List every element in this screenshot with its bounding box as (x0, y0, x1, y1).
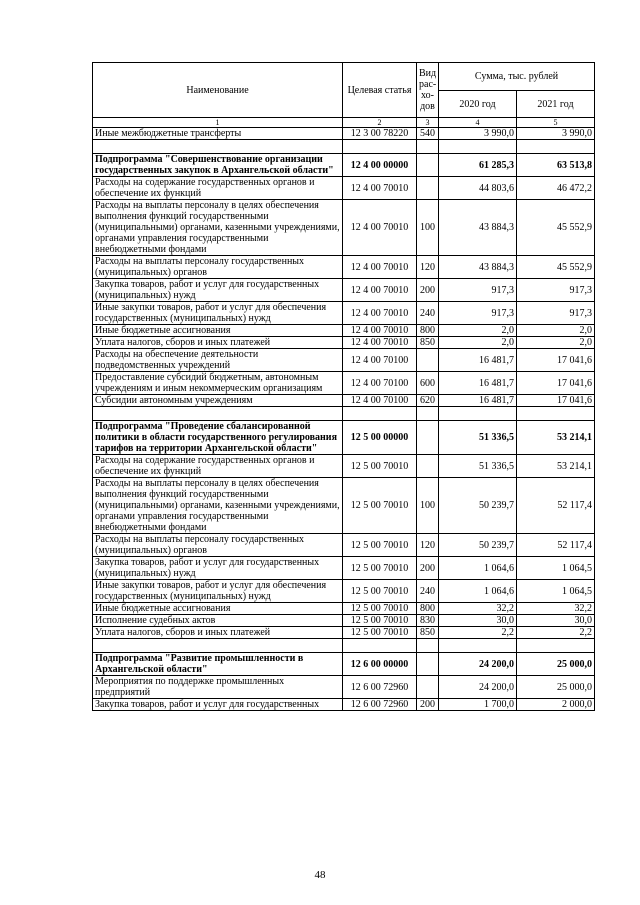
row-sum-2020: 1 700,0 (439, 699, 517, 711)
row-vid (417, 676, 439, 699)
spacer-row (93, 140, 595, 154)
row-sum-2020: 16 481,7 (439, 349, 517, 372)
row-vid (417, 349, 439, 372)
row-vid: 200 (417, 699, 439, 711)
row-name: Расходы на выплаты персоналу государственных (муниципальных) органов (93, 534, 343, 557)
spacer-cell (93, 639, 343, 653)
row-code: 12 4 00 70100 (343, 395, 417, 407)
table-row (93, 534, 595, 557)
row-sum-2020: 30,0 (439, 615, 517, 627)
row-sum-2021: 17 041,6 (517, 395, 595, 407)
row-sum-2021: 1 064,5 (517, 580, 595, 603)
spacer-cell (417, 639, 439, 653)
row-sum-2021: 52 117,4 (517, 478, 595, 534)
table-row (93, 603, 595, 615)
row-code: 12 5 00 70010 (343, 455, 417, 478)
row-code: 12 4 00 70100 (343, 349, 417, 372)
row-name: Подпрограмма "Совершенствование организации государственных закупок в Архангельской области" (93, 154, 343, 177)
row-code: 12 4 00 70100 (343, 372, 417, 395)
row-name: Закупка товаров, работ и услуг для государственных (муниципальных) нужд (93, 279, 343, 302)
row-vid: 200 (417, 557, 439, 580)
table-row (93, 580, 595, 603)
table-row (93, 200, 595, 256)
row-name: Закупка товаров, работ и услуг для государственных (муниципальных) нужд (93, 557, 343, 580)
spacer-cell (439, 639, 517, 653)
row-sum-2020: 2,0 (439, 337, 517, 349)
table-row (93, 676, 595, 699)
row-sum-2020: 24 200,0 (439, 676, 517, 699)
row-code: 12 4 00 70010 (343, 177, 417, 200)
row-sum-2021: 1 064,5 (517, 557, 595, 580)
row-sum-2021: 45 552,9 (517, 200, 595, 256)
row-sum-2021: 45 552,9 (517, 256, 595, 279)
header-vid (417, 63, 439, 118)
row-name: Расходы на содержание государственных органов и обеспечение их функций (93, 455, 343, 478)
row-code: 12 5 00 70010 (343, 478, 417, 534)
row-name: Предоставление субсидий бюджетным, автономным учреждениям и иным некоммерческим организациям (93, 372, 343, 395)
row-sum-2021: 2,2 (517, 627, 595, 639)
header-code: Целевая статья (343, 63, 417, 118)
spacer-cell (93, 407, 343, 421)
row-vid (417, 177, 439, 200)
spacer-cell (517, 140, 595, 154)
table-row (93, 627, 595, 639)
subprogram-row (93, 653, 595, 676)
row-sum-2020: 2,0 (439, 325, 517, 337)
row-sum-2020: 24 200,0 (439, 653, 517, 676)
row-code: 12 4 00 00000 (343, 154, 417, 177)
subprogram-row (93, 421, 595, 455)
row-code: 12 5 00 70010 (343, 615, 417, 627)
row-code: 12 6 00 72960 (343, 676, 417, 699)
row-sum-2020: 2,2 (439, 627, 517, 639)
row-sum-2020: 61 285,3 (439, 154, 517, 177)
spacer-cell (417, 407, 439, 421)
row-vid: 120 (417, 256, 439, 279)
row-vid: 540 (417, 128, 439, 140)
header-name: Наименование (93, 63, 343, 118)
header-vid-line: хо- (421, 90, 434, 101)
row-sum-2020: 16 481,7 (439, 395, 517, 407)
row-code: 12 4 00 70010 (343, 325, 417, 337)
row-code: 12 4 00 70010 (343, 279, 417, 302)
row-sum-2021: 917,3 (517, 279, 595, 302)
row-sum-2021: 2 000,0 (517, 699, 595, 711)
row-sum-2021: 2,0 (517, 325, 595, 337)
table-row (93, 256, 595, 279)
row-vid: 240 (417, 580, 439, 603)
row-vid: 800 (417, 603, 439, 615)
row-code: 12 6 00 00000 (343, 653, 417, 676)
row-name: Расходы на обеспечение деятельности подведомственных учреждений (93, 349, 343, 372)
spacer-cell (517, 639, 595, 653)
row-code: 12 6 00 72960 (343, 699, 417, 711)
row-vid: 100 (417, 200, 439, 256)
row-sum-2020: 917,3 (439, 279, 517, 302)
table-row (93, 699, 595, 711)
row-sum-2020: 51 336,5 (439, 455, 517, 478)
row-name: Расходы на выплаты персоналу в целях обеспечения выполнения функций государственными (муниципальными) органами, казенными учреждениями, органами управления государственными внебюджетными фондами (93, 478, 343, 534)
header-year-2021: 2021 год (517, 91, 595, 118)
spacer-cell (343, 407, 417, 421)
row-name: Расходы на содержание государственных органов и обеспечение их функций (93, 177, 343, 200)
row-sum-2020: 50 239,7 (439, 478, 517, 534)
table-row (93, 478, 595, 534)
row-vid: 200 (417, 279, 439, 302)
row-vid (417, 154, 439, 177)
row-vid (417, 421, 439, 455)
row-code: 12 4 00 70010 (343, 200, 417, 256)
row-sum-2021: 30,0 (517, 615, 595, 627)
row-name: Иные бюджетные ассигнования (93, 603, 343, 615)
row-sum-2020: 3 990,0 (439, 128, 517, 140)
row-sum-2020: 43 884,3 (439, 256, 517, 279)
row-name: Субсидии автономным учреждениям (93, 395, 343, 407)
row-sum-2020: 16 481,7 (439, 372, 517, 395)
row-vid: 120 (417, 534, 439, 557)
row-sum-2021: 17 041,6 (517, 372, 595, 395)
spacer-row (93, 639, 595, 653)
column-number: 5 (517, 118, 595, 128)
row-name: Подпрограмма "Проведение сбалансированной политики в области государственного регулирования тарифов на территории Архангельской области" (93, 421, 343, 455)
row-sum-2020: 44 803,6 (439, 177, 517, 200)
table-row (93, 615, 595, 627)
row-name: Подпрограмма "Развитие промышленности в Архангельской области" (93, 653, 343, 676)
row-sum-2021: 3 990,0 (517, 128, 595, 140)
table-row (93, 455, 595, 478)
row-sum-2021: 46 472,2 (517, 177, 595, 200)
row-vid: 830 (417, 615, 439, 627)
row-sum-2021: 53 214,1 (517, 421, 595, 455)
page-number: 48 (314, 869, 326, 881)
row-code: 12 4 00 70010 (343, 302, 417, 325)
spacer-cell (93, 140, 343, 154)
subprogram-row (93, 154, 595, 177)
row-vid: 100 (417, 478, 439, 534)
header-vid-line: Вид (419, 68, 437, 79)
budget-table (92, 62, 595, 711)
row-code: 12 5 00 70010 (343, 580, 417, 603)
row-sum-2021: 52 117,4 (517, 534, 595, 557)
row-name: Иные бюджетные ассигнования (93, 325, 343, 337)
header-sum: Сумма, тыс. рублей (439, 63, 595, 91)
row-code: 12 5 00 70010 (343, 557, 417, 580)
spacer-row (93, 407, 595, 421)
row-code: 12 5 00 70010 (343, 627, 417, 639)
row-vid: 600 (417, 372, 439, 395)
row-vid: 800 (417, 325, 439, 337)
table-row (93, 349, 595, 372)
row-code: 12 5 00 70010 (343, 534, 417, 557)
row-code: 12 4 00 70010 (343, 256, 417, 279)
row-sum-2020: 43 884,3 (439, 200, 517, 256)
column-number: 1 (93, 118, 343, 128)
row-sum-2021: 63 513,8 (517, 154, 595, 177)
row-name: Иные закупки товаров, работ и услуг для обеспечения государственных (муниципальных) нужд (93, 302, 343, 325)
row-code: 12 4 00 70010 (343, 337, 417, 349)
spacer-cell (417, 140, 439, 154)
row-name: Мероприятия по поддержке промышленных предприятий (93, 676, 343, 699)
row-name: Иные межбюджетные трансферты (93, 128, 343, 140)
spacer-cell (343, 639, 417, 653)
row-sum-2021: 17 041,6 (517, 349, 595, 372)
row-sum-2021: 917,3 (517, 302, 595, 325)
spacer-cell (439, 140, 517, 154)
row-sum-2021: 53 214,1 (517, 455, 595, 478)
row-sum-2020: 51 336,5 (439, 421, 517, 455)
spacer-cell (439, 407, 517, 421)
row-code: 12 5 00 00000 (343, 421, 417, 455)
header-year-2020: 2020 год (439, 91, 517, 118)
column-number: 2 (343, 118, 417, 128)
row-sum-2020: 1 064,6 (439, 557, 517, 580)
row-name: Исполнение судебных актов (93, 615, 343, 627)
row-sum-2021: 25 000,0 (517, 653, 595, 676)
row-sum-2021: 25 000,0 (517, 676, 595, 699)
spacer-cell (343, 140, 417, 154)
row-sum-2020: 32,2 (439, 603, 517, 615)
header-vid-line: дов (420, 101, 435, 112)
header-vid-line: рас- (419, 79, 437, 90)
table-row (93, 302, 595, 325)
row-vid: 240 (417, 302, 439, 325)
row-vid: 620 (417, 395, 439, 407)
table-row (93, 128, 595, 140)
table-row (93, 325, 595, 337)
row-name: Расходы на выплаты персоналу государственных (муниципальных) органов (93, 256, 343, 279)
table-row (93, 279, 595, 302)
row-name: Расходы на выплаты персоналу в целях обеспечения выполнения функций государственными (муниципальными) органами, казенными учреждениями, органами управления государственными внебюджетными фондами (93, 200, 343, 256)
column-number: 4 (439, 118, 517, 128)
spacer-cell (517, 407, 595, 421)
row-code: 12 5 00 70010 (343, 603, 417, 615)
row-name: Уплата налогов, сборов и иных платежей (93, 627, 343, 639)
row-sum-2020: 50 239,7 (439, 534, 517, 557)
row-name: Уплата налогов, сборов и иных платежей (93, 337, 343, 349)
row-sum-2021: 32,2 (517, 603, 595, 615)
row-vid (417, 455, 439, 478)
table-row (93, 337, 595, 349)
table-row (93, 177, 595, 200)
row-code: 12 3 00 78220 (343, 128, 417, 140)
table-row (93, 557, 595, 580)
row-name: Иные закупки товаров, работ и услуг для обеспечения государственных (муниципальных) нужд (93, 580, 343, 603)
row-sum-2020: 1 064,6 (439, 580, 517, 603)
row-vid (417, 653, 439, 676)
row-sum-2020: 917,3 (439, 302, 517, 325)
row-sum-2021: 2,0 (517, 337, 595, 349)
row-name: Закупка товаров, работ и услуг для государственных (93, 699, 343, 711)
column-number: 3 (417, 118, 439, 128)
table-body (93, 128, 595, 711)
row-vid: 850 (417, 627, 439, 639)
row-vid: 850 (417, 337, 439, 349)
table-row (93, 395, 595, 407)
table-row (93, 372, 595, 395)
